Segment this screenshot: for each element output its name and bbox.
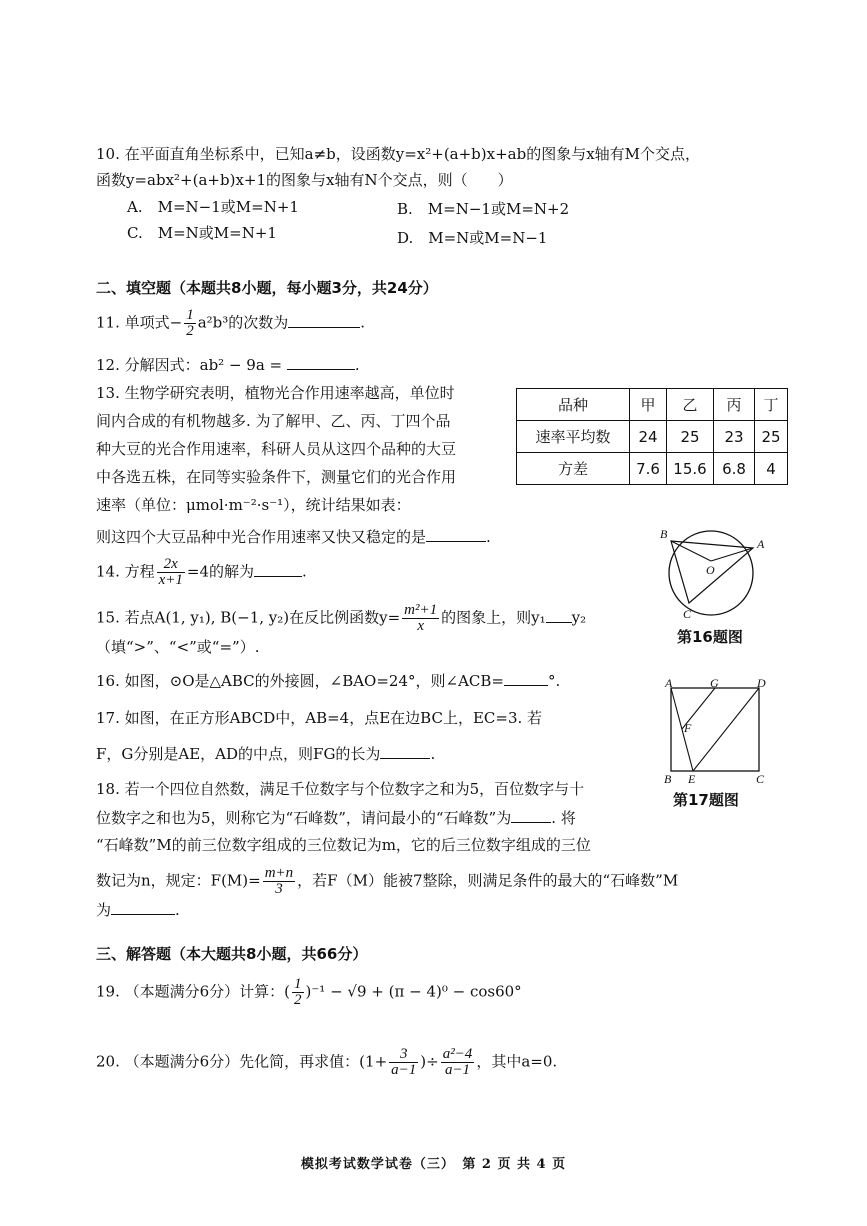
q11-pre: 11. 单项式− (96, 313, 183, 332)
q18-answer-blank-1[interactable] (511, 806, 551, 823)
q13-end: . (486, 528, 491, 546)
q15-fraction (402, 603, 439, 634)
q18-frac-den: 3 (275, 881, 283, 897)
q13-line1: 13. 生物学研究表明，植物光合作用速率越高，单位时 (96, 384, 455, 402)
table-cell: 7.6 (630, 453, 667, 485)
table-row (517, 421, 788, 453)
q13-answer-blank[interactable] (426, 525, 486, 542)
table-cell: 24 (630, 421, 667, 453)
table-cell: 25 (755, 421, 788, 453)
table-header-cell: 乙 (667, 389, 714, 421)
q14 (96, 557, 307, 588)
q20-fraction-1 (389, 1047, 418, 1078)
table-cell: 速率平均数 (517, 421, 630, 453)
q18-line4a: 数记为n，规定：F(M)= (96, 871, 261, 890)
fig16-label-c: C (683, 607, 692, 621)
q20-frac2-den: a−1 (444, 1062, 471, 1078)
q13-line2: 间内合成的有机物越多. 为了解甲、乙、丙、丁四个品 (96, 412, 451, 430)
q18-end: . (175, 901, 180, 919)
q11-fraction (184, 308, 196, 339)
q11-frac-den: 2 (186, 323, 194, 339)
fig17-label-e: E (688, 772, 696, 786)
q17-answer-blank[interactable] (380, 742, 430, 759)
q20-frac1-num: 3 (389, 1047, 418, 1063)
q16 (96, 669, 560, 692)
q17-line2: F，G分别是AE，AD的中点，则FG的长为 (96, 745, 381, 763)
q10-option-d: D. M=N或M=N−1 (397, 229, 548, 247)
q16-text: 16. 如图，⊙O是△ABC的外接圆，∠BAO=24°，则∠ACB= (96, 672, 504, 690)
q10-line1: 10. 在平面直角坐标系中，已知a≠b，设函数y=x²+(a+b)x+ab的图象与x轴有M个交点， (96, 145, 701, 163)
q12 (96, 353, 360, 376)
q12-pre: 12. 分解因式：ab² − 9a = (96, 356, 287, 374)
q18-line4b: ，若F（M）能被7整除，则满足条件的最大的“石峰数”M (297, 871, 679, 890)
q13-line3: 种大豆的光合作用速率，科研人员从这四个品种的大豆 (96, 440, 457, 458)
soybean-table (516, 388, 788, 485)
q20-frac1-den: a−1 (391, 1062, 417, 1078)
q18-line2 (96, 806, 576, 829)
fig17-label-f: F (684, 721, 692, 735)
q17-end: . (430, 745, 436, 763)
table-cell: 23 (714, 421, 755, 453)
q15-answer-blank[interactable] (546, 606, 572, 623)
fig16-label-a: A (757, 537, 765, 551)
table-cell: 25 (667, 421, 714, 453)
q18-line1: 18. 若一个四位自然数，满足千位数字与个位数字之和为5，百位数字与十 (96, 780, 585, 798)
q18-answer-blank-2[interactable] (111, 898, 175, 915)
q19-pre: 19. （本题满分6分）计算：( (96, 982, 291, 1001)
fig16-label-b: B (660, 528, 668, 541)
figure-17-diagram (660, 675, 772, 787)
q14-frac-num: 2x (157, 557, 185, 573)
q15-pre: 15. 若点A(1, y₁), B(−1, y₂)在反比例函数y= (96, 608, 401, 627)
q20-fraction-2 (441, 1047, 475, 1078)
segment-ed (693, 688, 759, 771)
q20 (96, 1047, 557, 1078)
q13-line6-text: 则这四个大豆品种中光合作用速率又快又稳定的是 (96, 528, 427, 546)
table-cell: 方差 (517, 453, 630, 485)
q15 (96, 603, 586, 634)
table-row (517, 453, 788, 485)
section2-heading: 二、填空题（本题共8小题，每小题3分，共24分） (96, 279, 438, 297)
q19-post: )⁻¹ − √9 + (π − 4)⁰ − cos60° (305, 982, 522, 1001)
figure-16-diagram (656, 528, 772, 628)
table-header-cell: 丁 (755, 389, 788, 421)
q14-fraction (157, 557, 185, 588)
q18-frac-num: m+n (264, 865, 294, 881)
q16-answer-blank[interactable] (504, 669, 548, 686)
table-header-row (517, 389, 788, 421)
table-cell: 4 (755, 453, 788, 485)
q19-frac-num: 1 (294, 976, 302, 992)
fig16-label-o: O (706, 563, 715, 577)
q10-option-b: B. M=N−1或M=N+2 (397, 200, 570, 218)
q10-option-c: C. M=N或M=N+1 (127, 224, 277, 242)
table-header-cell: 甲 (630, 389, 667, 421)
q15-line2: （填“>”、“<”或“=”）. (96, 638, 260, 656)
q20-mid: )÷ (420, 1052, 439, 1071)
q14-post: =4的解为 (186, 562, 255, 581)
table-header-cell: 品种 (517, 389, 630, 421)
table-cell: 6.8 (714, 453, 755, 485)
q13-line4: 中各选五株，在同等实验条件下，测量它们的光合作用 (96, 468, 457, 486)
fig17-label-g: G (710, 676, 719, 690)
q14-frac-den: x+1 (158, 572, 183, 588)
q11-answer-blank[interactable] (288, 311, 360, 328)
q17-line1: 17. 如图，在正方形ABCD中，AB=4，点E在边BC上，EC=3. 若 (96, 709, 543, 727)
q19-fraction (292, 977, 304, 1008)
q14-pre: 14. 方程 (96, 562, 155, 581)
q11 (96, 308, 365, 339)
q19 (96, 977, 522, 1008)
q12-answer-blank[interactable] (287, 353, 355, 370)
page-footer: 模拟考试数学试卷（三） 第 2 页 共 4 页 (300, 1157, 567, 1172)
q20-post: ，其中a=0. (476, 1052, 558, 1071)
q10-option-a: A. M=N−1或M=N+1 (127, 198, 299, 216)
fig17-label-d: D (757, 676, 766, 690)
q14-end: . (302, 562, 307, 581)
fig17-label-c: C (756, 772, 765, 786)
q12-end: . (354, 356, 360, 374)
q18-fraction (263, 866, 295, 897)
q20-pre: 20. （本题满分6分）先化简，再求值：(1+ (96, 1052, 388, 1071)
figure-17-caption: 第17题图 (673, 791, 739, 809)
q18-line2b: . 将 (551, 809, 576, 827)
fig17-label-b: B (664, 772, 672, 786)
q15-frac-den: x (417, 618, 424, 634)
figure-16-caption: 第16题图 (677, 628, 743, 646)
segment-oa (711, 548, 753, 561)
q10-line2: 函数y=abx²+(a+b)x+1的图象与x轴有N个交点，则（ ） (96, 171, 513, 189)
q15-post: 的图象上，则y₁ (441, 608, 546, 627)
q18-line5 (96, 898, 180, 921)
q13-line5: 速率（单位：μmol·m⁻²·s⁻¹），统计结果如表： (96, 496, 411, 514)
q15-frac-num: m²+1 (404, 602, 438, 618)
q11-post: a²b³的次数为 (197, 313, 289, 332)
q18-line4 (96, 866, 678, 897)
q18-line2a: 位数字之和也为5，则称它为“石峰数”，请问最小的“石峰数”为 (96, 809, 512, 827)
q11-frac-num: 1 (186, 307, 194, 323)
q18-line3: “石峰数”M的前三位数字组成的三位数记为m，它的后三位数字组成的三位 (96, 836, 591, 854)
q16-end: °. (547, 672, 561, 690)
q19-frac-den: 2 (294, 992, 302, 1008)
q11-end: . (360, 313, 366, 332)
table-header-cell: 丙 (714, 389, 755, 421)
table-cell: 15.6 (667, 453, 714, 485)
q14-answer-blank[interactable] (254, 560, 302, 577)
q17-line2-wrap (96, 742, 435, 765)
fig17-label-a: A (665, 676, 673, 690)
q13-line6 (96, 525, 491, 548)
q18-line5-text: 为 (96, 901, 112, 919)
q20-frac2-num: a²−4 (442, 1046, 473, 1062)
section3-heading: 三、解答题（本大题共8小题，共66分） (96, 945, 368, 963)
q15-post2: y₂ (571, 608, 587, 627)
